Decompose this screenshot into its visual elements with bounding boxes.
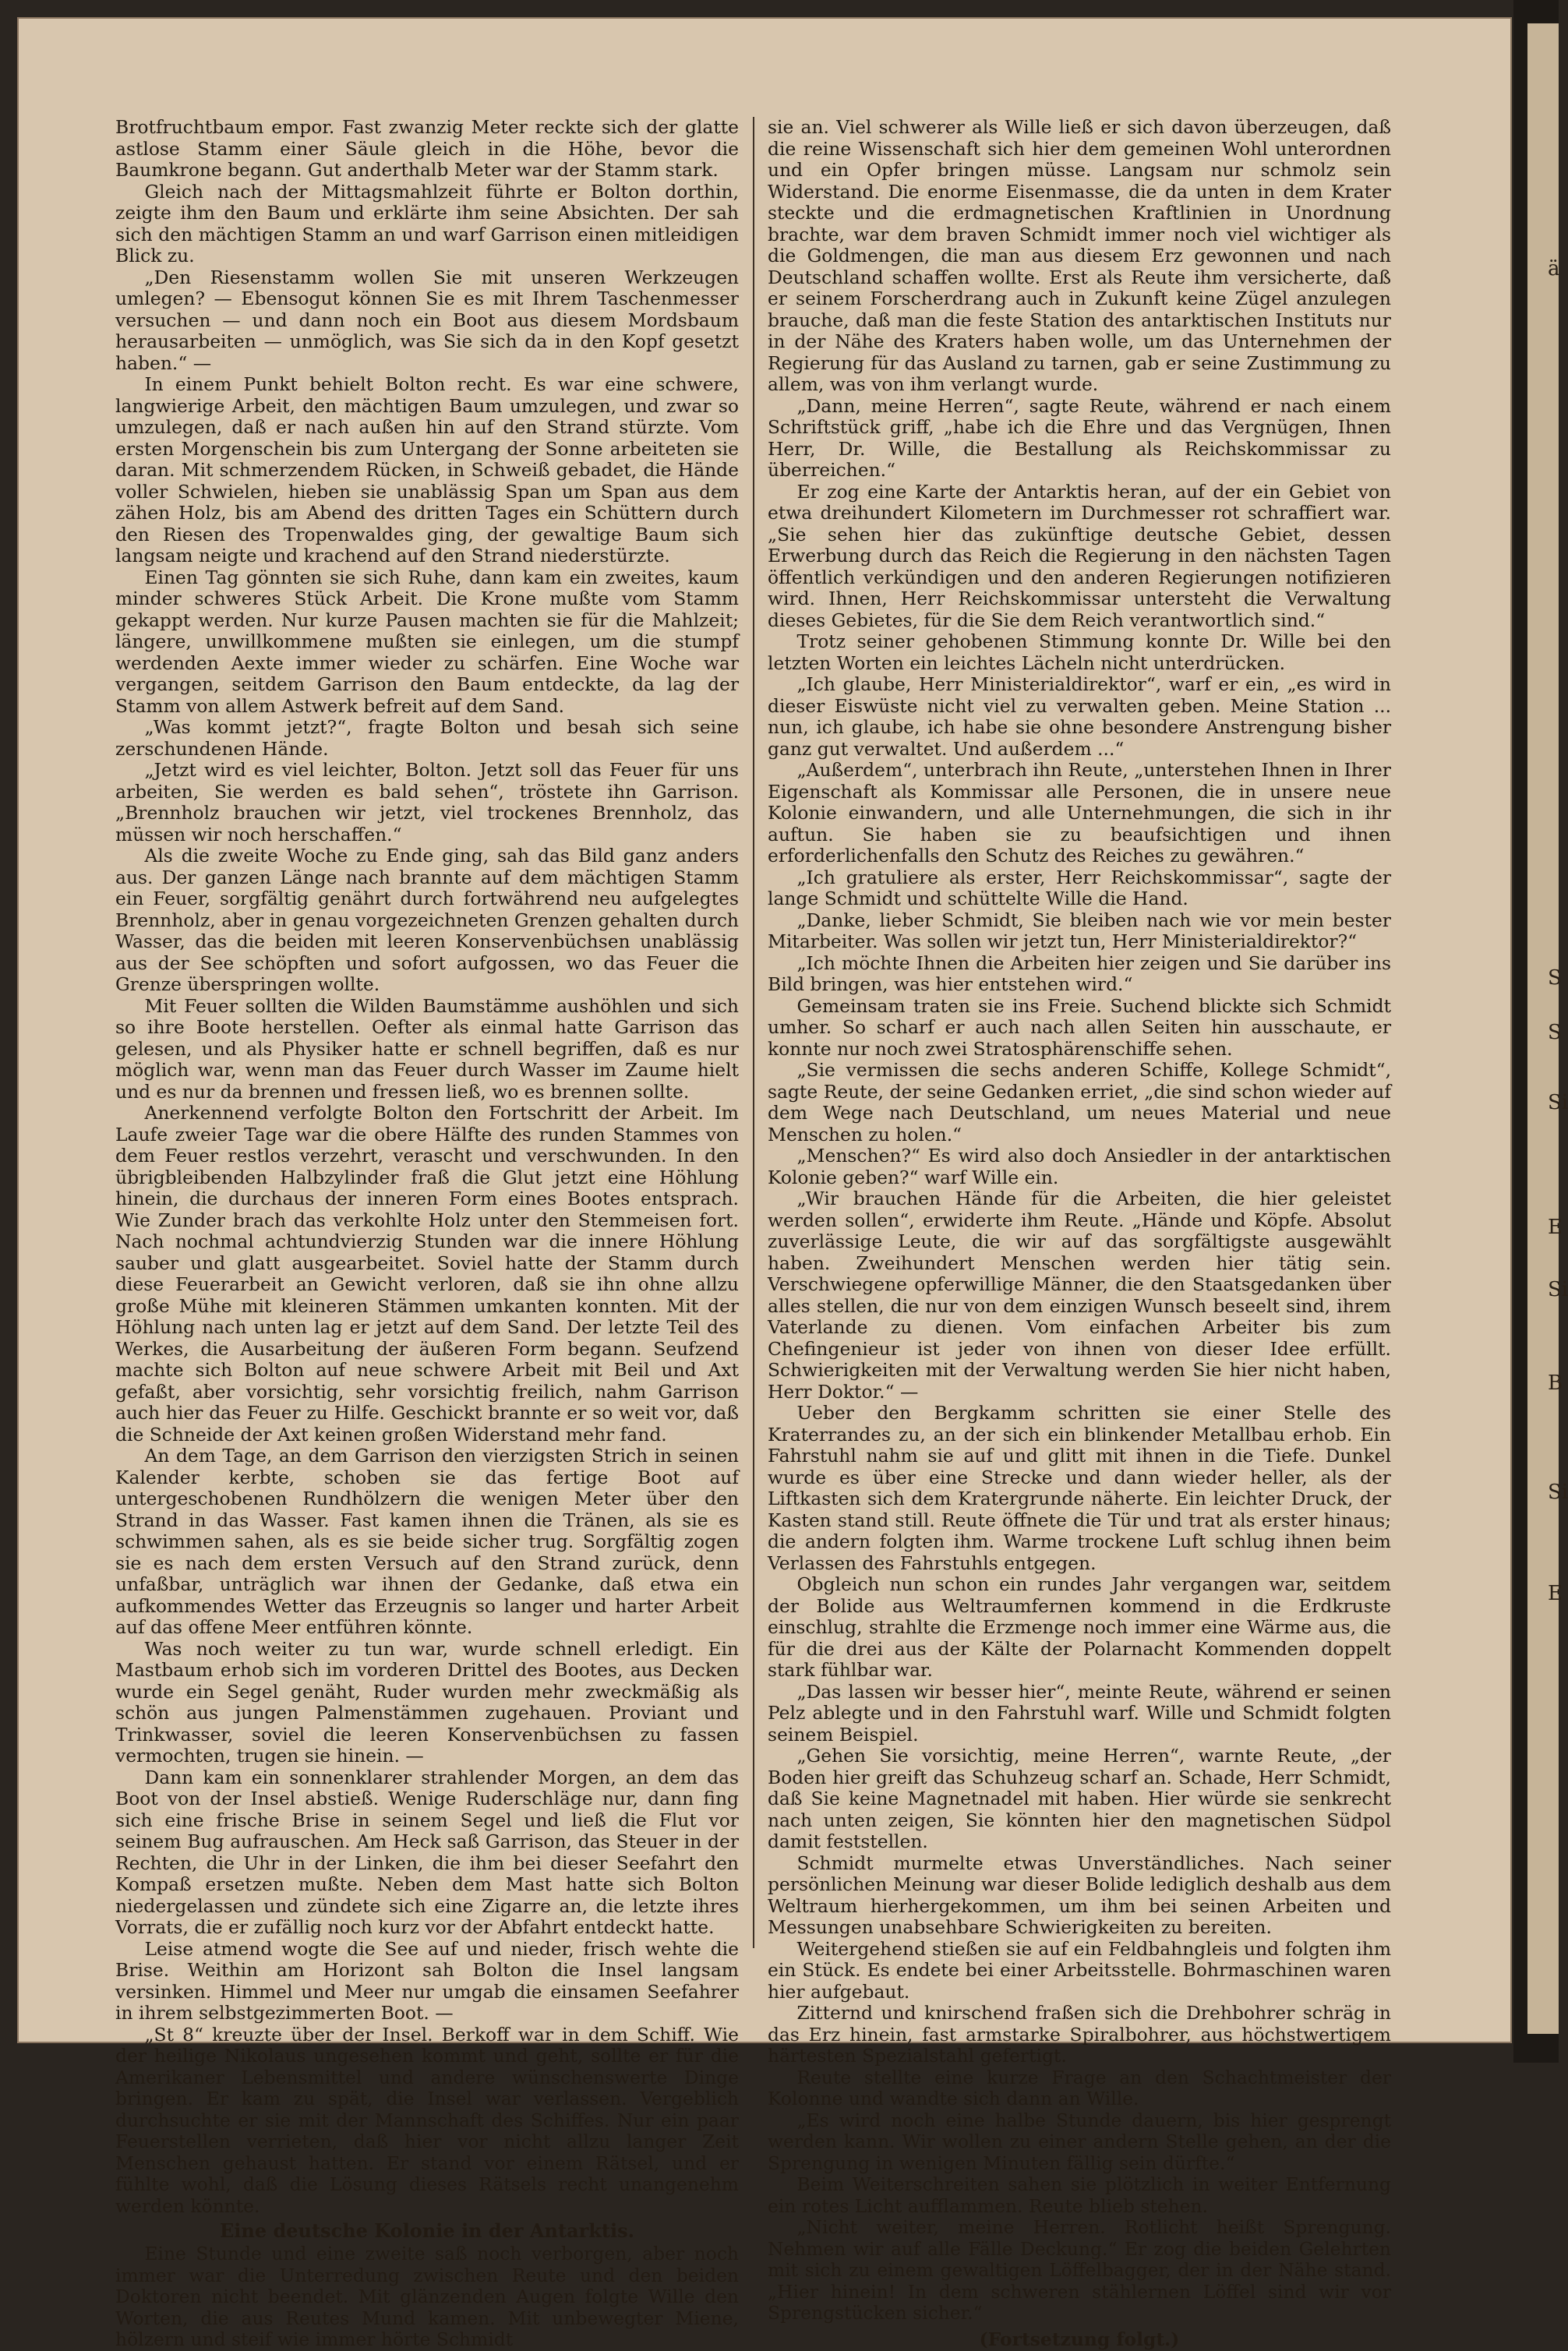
paragraph: Dann kam ein sonnenklarer strahlender Morgen, an dem das Boot von der Insel abstieß. Wenige Ruderschläge nur, dann fing sich eine frische Brise in seinem Segel und ließ die Flut vor seinem Bug aufrauschen. Am Heck saß Garrison, das Steuer in der Rechten, die Uhr in der Linken, die ihm bei dieser Seefahrt den Kompaß ersetzen mußte. Neben dem Mast hatte sich Bolton niedergelassen und zündete sich eine Zigarre an, die letzte ihres Vorrats, die er zufällig noch kurz vor der Abfahrt entdeckt hatte. — [115, 1766, 739, 1938]
edge-letter: E — [1548, 1582, 1563, 1605]
paragraph: „Das lassen wir besser hier“, meinte Reute, während er seinen Pelz ablegte und in den Fahrstuhl warf. Wille und Schmidt folgten seinem Beispiel. — [768, 1680, 1391, 1746]
paragraph: „Ich gratuliere als erster, Herr Reichskommissar“, sagte der lange Schmidt und schüttelte Wille die Hand. — [768, 866, 1391, 909]
paragraph: Ueber den Bergkamm schritten sie einer Stelle des Kraterrandes zu, an der sich ein blinkender Metallbau erhob. Ein Fahrstuhl nahm sie auf und glitt mit ihnen in die Tiefe. Dunkel wurde es über eine Strecke und dann wieder heller, als der Liftkasten sich dem Kratergrunde näherte. Ein leichter Druck, der Kasten stand still. Reute öffnete die Tür und trat als erster hinaus; die andern folgten ihm. Warme trockene Luft schlug ihnen beim Verlassen des Fahrstuhls entgegen. — [768, 1402, 1391, 1574]
paragraph: Gemeinsam traten sie ins Freie. Suchend blickte sich Schmidt umher. So scharf er auch nach allen Seiten hin ausschaute, er konnte nur noch zwei Stratosphärenschiffe sehen. — [768, 994, 1391, 1060]
paragraph: Eine Stunde und eine zweite saß noch verborgen, aber noch immer war die Unterredung zwischen Reute und den beiden Doktoren nicht beendet. Mit glänzenden Augen folgte Wille den Worten, die aus Reutes Mund kamen. Mit unbewegter Miene, hölzern und steif wie immer hörte Schmidt — [115, 2243, 739, 2350]
continuation-note: (Fortsetzung folgt.) — [979, 2328, 1180, 2350]
paragraph: „Dann, meine Herren“, sagte Reute, während er nach einem Schriftstück griff, „habe ich die Ehre und das Vergnügen, Ihnen Herr, Dr. Wille, die Bestallung als Reichskommissar zu überreichen.“ — [768, 394, 1391, 481]
paragraph: Leise atmend wogte die See auf und nieder, frisch wehte die Brise. Weithin am Horizont sah Bolton die Insel langsam versinken. Himmel und Meer nur umgab die einsamen Seefahrer in ihrem selbstgezimmerten Boot. — — [115, 1937, 739, 2024]
paragraph: sie an. Viel schwerer als Wille ließ er sich davon überzeugen, daß die reine Wissenschaft sich hier dem gemeinen Wohl unterordnen und ein Opfer bringen müsse. Langsam nur schmolz sein Widerstand. Die enorme Eisenmasse, die da unten in dem Krater steckte und die erdmagnetischen Kraftlinien in Unordnung brachte, war dem braven Schmidt immer noch viel wichtiger als die Goldmengen, die man aus diesem Erz gewonnen und nach Deutschland schaffen wollte. Erst als Reute ihm versicherte, daß er seinem Forscherdrang auch in Zukunft keine Zügel anzulegen brauche, daß man die feste Station des antarktischen Instituts nur in der Nähe des Kraters haben wolle, um das Unternehmen der Regierung für das Ausland zu tarnen, gab er seine Zustimmung zu allem, was von ihm verlangt wurde. — [768, 116, 1391, 395]
text-column-right — [768, 116, 1391, 2350]
paragraph: „Wir brauchen Hände für die Arbeiten, die hier geleistet werden sollen“, erwiderte ihm Reute. „Hände und Köpfe. Absolut zuverlässige Leute, die wir auf das sorgfältigste ausgewählt haben. Zweihundert Menschen werden hier tätig sein. Verschwiegene opferwillige Männer, die den Staatsgedanken über alles stellen, die nur von dem einzigen Wunsch beseelt sind, ihrem Vaterlande zu dienen. Vom einfachen Arbeiter bis zum Chefingenieur ist jeder von ihnen von dieser Idee erfüllt. Schwierigkeiten mit der Verwaltung werden Sie hier nicht haben, Herr Doktor.“ — — [768, 1188, 1391, 1403]
paragraph: Als die zweite Woche zu Ende ging, sah das Bild ganz anders aus. Der ganzen Länge nach brannte auf dem mächtigen Stamm ein Feuer, sorgfältig genährt durch fortwährend neu aufgelegtes Brennholz, aber in genau vorgezeichneten Grenzen gehalten durch Wasser, das die beiden mit leeren Konservenbüchsen unablässig aus der See schöpften und sofort aufgossen, wo das Feuer die Grenze überspringen wollte. — [115, 845, 739, 995]
edge-letter: S — [1548, 966, 1562, 990]
edge-letter: Si — [1548, 1481, 1568, 1504]
edge-letter: ä — [1548, 257, 1560, 281]
edge-letter: S — [1548, 1021, 1562, 1044]
edge-letter: E — [1548, 1216, 1563, 1239]
paragraph: „Gehen Sie vorsichtig, meine Herren“, warnte Reute, „der Boden hier greift das Schuhzeug scharf an. Schade, Herr Schmidt, daß Sie keine Magnetnadel mit haben. Hier würde sie senkrecht nach unten zeigen, Sie könnten hier den magnetischen Südpol damit feststellen. — [768, 1745, 1391, 1852]
paragraph: Schmidt murmelte etwas Unverständliches. Nach seiner persönlichen Meinung war dieser Bolide lediglich deshalb aus dem Weltraum hierhergekommen, um ihm bei seinen Arbeiten und Messungen unabsehbare Schwierigkeiten zu bereiten. — [768, 1852, 1391, 1938]
section-heading: Eine deutsche Kolonie in der Antarktis. — [220, 2219, 634, 2242]
text-column-left — [115, 116, 739, 2350]
paragraph: „Den Riesenstamm wollen Sie mit unseren Werkzeugen umlegen? — Ebensogut können Sie es mit Ihrem Taschenmesser versuchen — und dann noch ein Boot aus diesem Mordsbaum herausarbeiten — unmöglich, was Sie sich da in den Kopf gesetzt haben.“ — — [115, 266, 739, 374]
paragraph: Weitergehend stießen sie auf ein Feldbahngleis und folgten ihm ein Stück. Es endete bei einer Arbeitsstelle. Bohrmaschinen waren hier aufgebaut. — [768, 1937, 1391, 2003]
paragraph: „Jetzt wird es viel leichter, Bolton. Jetzt soll das Feuer für uns arbeiten, Sie werden es bald sehen“, tröstete ihn Garrison. „Brennholz brauchen wir jetzt, viel trockenes Brennholz, das müssen wir noch herschaffen.“ — [115, 759, 739, 845]
paragraph: Mit Feuer sollten die Wilden Baumstämme aushöhlen und sich so ihre Boote herstellen. Oefter als einmal hatte Garrison das gelesen, und als Physiker hatte er schnell begriffen, daß es nur möglich war, wenn man das Feuer durch Wasser im Zaume hielt und es nur da brennen und fressen ließ, wo es brennen sollte. — [115, 994, 739, 1103]
paragraph: „Danke, lieber Schmidt, Sie bleiben nach wie vor mein bester Mitarbeiter. Was sollen wir jetzt tun, Herr Ministerialdirektor?“ — [768, 909, 1391, 952]
paragraph: „Was kommt jetzt?“, fragte Bolton und besah sich seine zerschundenen Hände. — [115, 716, 739, 760]
paragraph: „Außerdem“, unterbrach ihn Reute, „unterstehen Ihnen in Ihrer Eigenschaft als Kommissar alle Personen, die in unsere neue Kolonie einwandern, und alle Unternehmungen, die sich in ihr auftun. Sie haben sie zu beaufsichtigen und ihnen erforderlichenfalls den Schutz des Reiches zu gewähren.“ — [768, 759, 1391, 867]
paragraph: Reute stellte eine kurze Frage an den Schachtmeister der Kolonne und wandte sich dann an Wille. — [768, 2066, 1391, 2109]
paragraph: Obgleich nun schon ein rundes Jahr vergangen war, seitdem der Bolide aus Weltraumfernen kommend in die Erdkruste einschlug, strahlte die Erzmenge noch immer eine Wärme aus, die für die drei aus der Kälte der Polarnacht Kommenden doppelt stark fühlbar war. — [768, 1573, 1391, 1681]
paragraph: Er zog eine Karte der Antarktis heran, auf der ein Gebiet von etwa dreihundert Kilometern im Durchmesser rot schraffiert war. „Sie sehen hier das zukünftige deutsche Gebiet, dessen Erwerbung durch das Reich die Regierung in den nächsten Tagen öffentlich verkündigen und den anderen Regierungen notifizieren wird. Ihnen, Herr Reichskommissar untersteht die Verwaltung dieses Gebietes, für die Sie dem Reich verantwortlich sind.“ — [768, 480, 1391, 631]
paragraph: Anerkennend verfolgte Bolton den Fortschritt der Arbeit. Im Laufe zweier Tage war die obere Hälfte des runden Stammes von dem Feuer restlos verzehrt, verascht und verschwunden. In den übrigbleibenden Halbzylinder fraß die Glut jetzt eine Höhlung hinein, die durchaus der inneren Form eines Bootes entsprach. Wie Zunder brach das verkohlte Holz unter den Stemmeisen fort. Nach nochmal achtundvierzig Stunden war die innere Höhlung sauber und glatt ausgearbeitet. Soviel hatte der Stamm durch diese Feuerarbeit an Gewicht verloren, daß sie ihn ohne allzu große Mühe mit kleineren Stämmen umkanten konnten. Mit der Höhlung nach unten lag er jetzt auf dem Sand. Der letzte Teil des Werkes, die Ausarbeitung der äußeren Form begann. Seufzend machte sich Bolton auf neue schwere Arbeit mit Beil und Axt gefaßt, aber vorsichtig, sehr vorsichtig freilich, nahm Garrison auch hier das Feuer zu Hilfe. Geschickt brannte er so weit vor, daß die Schneide der Axt keinen großen Widerstand mehr fand. — [115, 1102, 739, 1446]
paragraph: „Sie vermissen die sechs anderen Schiffe, Kollege Schmidt“, sagte Reute, der seine Gedanken erriet, „die sind schon wieder auf dem Wege nach Deutschland, um neues Material und neue Menschen zu holen.“ — [768, 1059, 1391, 1145]
paragraph: Was noch weiter zu tun war, wurde schnell erledigt. Ein Mastbaum erhob sich im vorderen Drittel des Bootes, aus Decken wurde ein Segel genäht, Ruder wurden mehr zweckmäßig als schön aus jungen Palmenstämmen zugehauen. Proviant und Trinkwasser, soviel die leeren Konservenbüchsen zu fassen vermochten, trugen sie hinein. — — [115, 1637, 739, 1767]
edge-letter: Si — [1548, 1278, 1568, 1301]
paragraph: „Ich möchte Ihnen die Arbeiten hier zeigen und Sie darüber ins Bild bringen, was hier entstehen wird.“ — [768, 951, 1391, 995]
paragraph: In einem Punkt behielt Bolton recht. Es war eine schwere, langwierige Arbeit, den mächtigen Baum umzulegen, und zwar so umzulegen, daß er nach außen hin auf den Strand stürzte. Vom ersten Morgenschein bis zum Untergang der Sonne arbeiteten sie daran. Mit schmerzendem Rücken, in Schweiß gebadet, die Hände voller Schwielen, hieben sie unablässig Span um Span aus dem zähen Holz, bis am Abend des dritten Tages ein Schüttern durch den Riesen des Tropenwaldes ging, der gewaltige Baum sich langsam neigte und krachend auf den Strand niederstürzte. — [115, 373, 739, 567]
column-divider — [753, 117, 754, 1948]
paragraph: „St 8“ kreuzte über der Insel. Berkoff war in dem Schiff. Wie der heilige Nikolaus ungesehen kommt und geht, sollte er für die Amerikaner Lebensmittel und andere wünschenswerte Dinge bringen. Er kam zu spät, die Insel war verlassen. Vergeblich durchsuchte er sie mit der Mannschaft des Schiffes. Nur ein paar Feuerstellen verrieten, daß hier vor nicht allzu langer Zeit Menschen gehaust hatten. Er stand vor einem Rätsel, und er fühlte wohl, daß die Lösung dieses Rätsels recht unangenehm werden könnte. — [115, 2023, 739, 2217]
paragraph: „Menschen?“ Es wird also doch Ansiedler in der antarktischen Kolonie geben?“ warf Wille ein. — [768, 1145, 1391, 1188]
paragraph: Einen Tag gönnten sie sich Ruhe, dann kam ein zweites, kaum minder schweres Stück Arbeit. Die Krone mußte vom Stamm gekappt werden. Nur kurze Pausen machten sie für die Mahlzeit; längere, unwillkommene mußten sie einlegen, um die stumpf werdenden Aexte immer wieder zu schärfen. Eine Woche war vergangen, seitdem Garrison den Baum entdeckte, da lag der Stamm von allem Astwerk befreit auf dem Sand. — [115, 566, 739, 717]
paragraph: Trotz seiner gehobenen Stimmung konnte Dr. Wille bei den letzten Worten ein leichtes Lächeln nicht unterdrücken. — [768, 630, 1391, 674]
paragraph: „Es wird noch eine halbe Stunde dauern, bis hier gesprengt werden kann. Wir wollen zu einer andern Stelle gehen, an der die Sprengung in wenigen Minuten fällig sein dürfte.“ — [768, 2109, 1391, 2174]
paragraph: An dem Tage, an dem Garrison den vierzigsten Strich in seinen Kalender kerbte, schoben sie das fertige Boot auf untergeschobenen Rundhölzern die wenigen Meter über den Strand in das Wasser. Fast kamen ihnen die Tränen, als sie es schwimmen sahen, als es sie beide sicher trug. Sorgfältig zogen sie es nach dem ersten Versuch auf den Strand zurück, denn unfaßbar, unträglich war ihnen der Gedanke, daß etwa ein aufkommendes Wetter das Erzeugnis so langer und harter Arbeit auf das offene Meer entführen könnte. — [115, 1445, 739, 1638]
edge-letter: B — [1548, 1371, 1563, 1395]
paragraph: Beim Weiterschreiten sahen sie plötzlich in weiter Entfernung ein rotes Licht aufflammen. Reute blieb stehen. — [768, 2173, 1391, 2217]
paragraph: Gleich nach der Mittagsmahlzeit führte er Bolton dorthin, zeigte ihm den Baum und erklärte ihm seine Absichten. Der sah sich den mächtigen Stamm an und warf Garrison einen mitleidigen Blick zu. — [115, 180, 739, 267]
edge-letter: Si — [1548, 1091, 1568, 1114]
paragraph: Brotfruchtbaum empor. Fast zwanzig Meter reckte sich der glatte astlose Stamm einer Säule gleich in die Höhe, bevor die Baumkrone begann. Gut anderthalb Meter war der Stamm stark. — [115, 116, 739, 181]
paragraph: „Nicht weiter, meine Herren. Rotlicht heißt Sprengung. Nehmen wir auf alle Fälle Deckung.“ Er zog die beiden Gelehrten mit sich zu einem gewaltigen Löffelbagger, der in der Nähe stand. „Hier hinein! In dem schweren stählernen Löffel sind wir vor Sprengstücken sicher.“ — [768, 2216, 1391, 2324]
paragraph: „Ich glaube, Herr Ministerialdirektor“, warf er ein, „es wird in dieser Eiswüste nicht viel zu verwalten geben. Meine Station ... nun, ich glaube, ich habe sie ohne besondere Anstrengung bisher ganz gut verwaltet. Und außerdem ...“ — [768, 673, 1391, 760]
paragraph: Zitternd und knirschend fraßen sich die Drehbohrer schräg in das Erz hinein, fast armstarke Spiralbohrer, aus höchstwertigem härtesten Spezialstahl gefertigt. — [768, 2002, 1391, 2067]
